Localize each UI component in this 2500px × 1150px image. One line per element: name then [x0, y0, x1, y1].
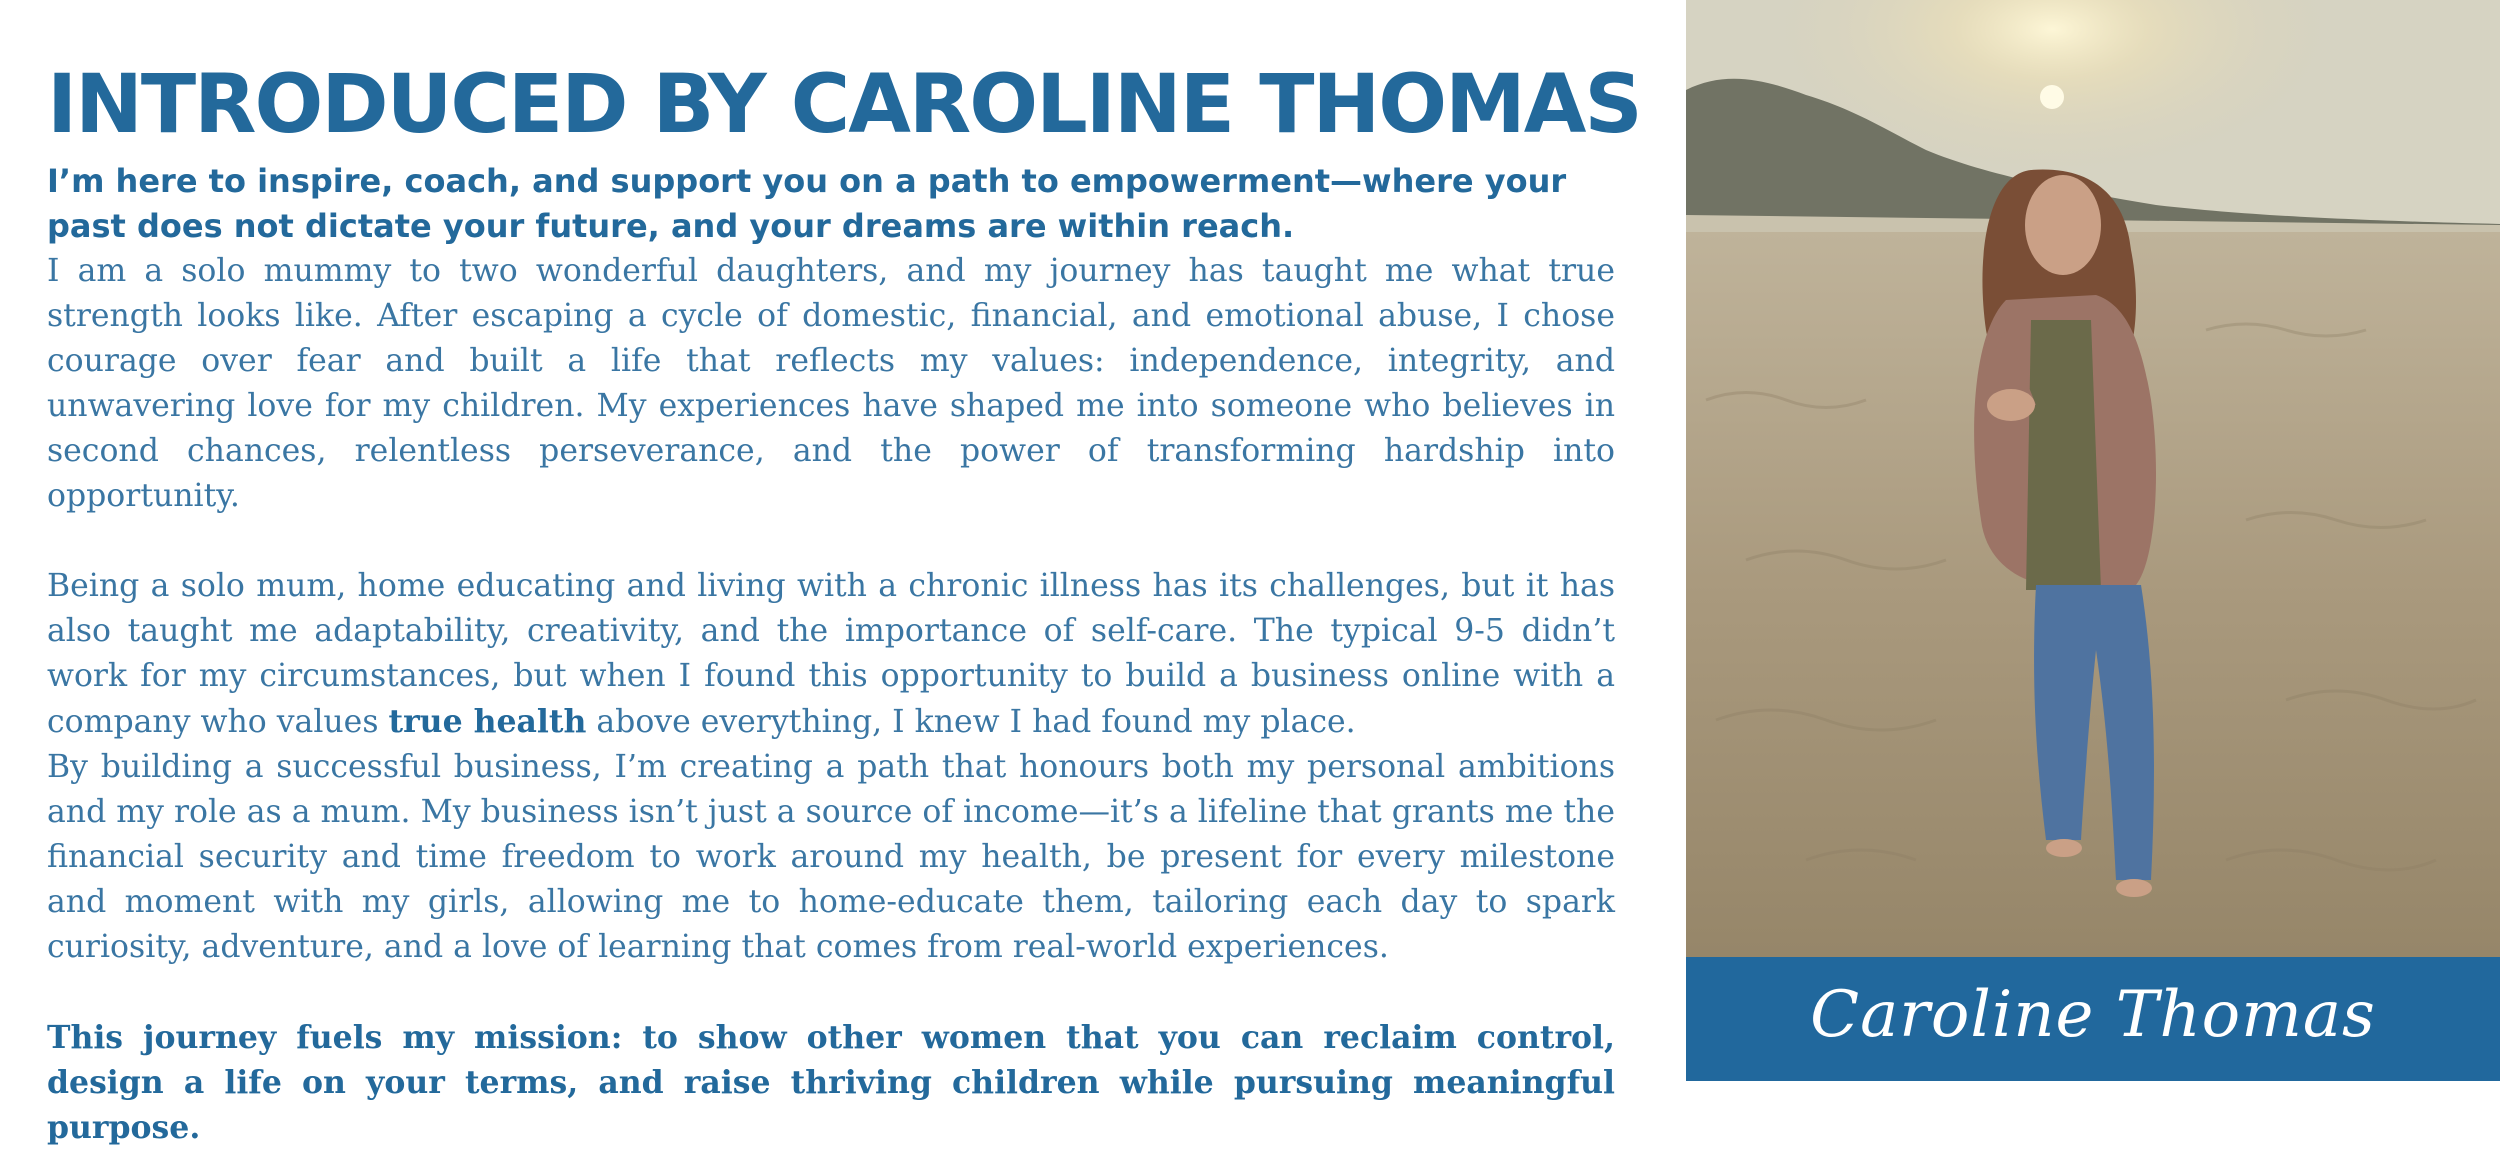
intro-text-column — [47, 55, 1641, 1150]
paragraph-challenges-end: above everything, I knew I had found my place. — [586, 704, 1356, 740]
beach-portrait-photo — [1686, 0, 2500, 957]
beach-scene-illustration — [1686, 0, 2500, 957]
signature-bar — [1686, 957, 2500, 1081]
page-title: INTRODUCED BY CAROLINE THOMAS — [47, 58, 1641, 152]
paragraph-story: I am a solo mummy to two wonderful daughters, and my journey has taught me what true strength looks like. After escaping a cycle of domestic, financial, and emotional abuse, I chose courage over fear and built a life that reflects my values: independence, integrity, and unwavering love for my children. My experiences have shaped me into someone who believes in second chances, relentless perseverance, and the power of transforming hardship into opportunity. — [47, 253, 1615, 514]
intro-subtitle: I’m here to inspire, coach, and support you on a path to empowerment—where your past does not dictate your future, and your dreams are within reach. — [47, 162, 1567, 245]
paragraph-challenges-text: Being a solo mum, home educating and living with a chronic illness has its challenges, but it has also taught me adaptability, creativity, and the importance of self-care. The typical 9-5 didn’t work for my circumstances, but when I found this opportunity to build a business online with a company who values — [47, 568, 1615, 740]
mission-statement: This journey fuels my mission: to show other women that you can reclaim control, design a life on your terms, and raise thriving children while pursuing meaningful purpose. — [47, 1019, 1615, 1146]
face — [2025, 175, 2101, 275]
portrait-panel — [1686, 0, 2500, 1081]
foot-right — [2116, 879, 2152, 897]
hand-with-shell — [1987, 389, 2035, 421]
foot-left — [2046, 839, 2082, 857]
paragraph-challenges — [47, 564, 1615, 745]
top — [2026, 320, 2101, 590]
true-health-emphasis: true health — [388, 703, 587, 740]
sun — [2040, 85, 2064, 109]
signature: Caroline Thomas — [1810, 978, 2376, 1052]
paragraph-business: By building a successful business, I’m creating a path that honours both my personal ambitions and my role as a mum. My business isn’t just a source of income—it’s a lifeline that grants me the financial security and time freedom to work around my health, be present for every milestone and moment with my girls, allowing me to home-educate them, tailoring each day to spark curiosity, adventure, and a love of learning that comes from real-world experiences. — [47, 749, 1615, 965]
